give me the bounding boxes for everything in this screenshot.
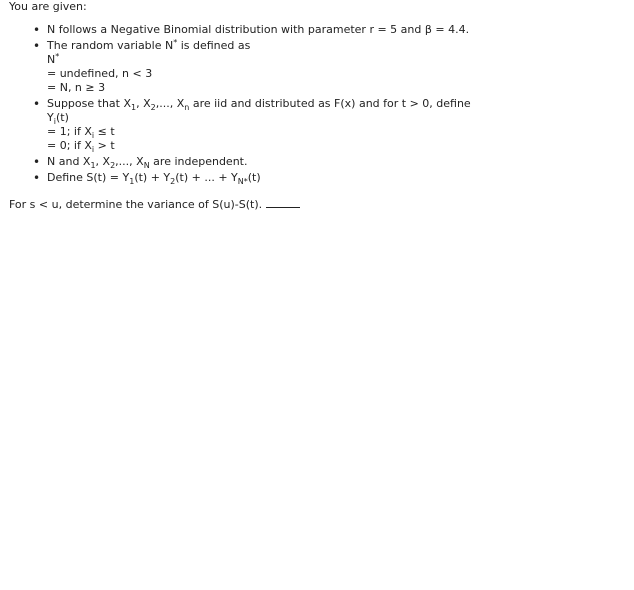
nstar-intro-tail: is defined as: [177, 39, 251, 52]
indep-text-tail: are independent.: [149, 155, 248, 168]
nstar-intro-line: [47, 39, 609, 53]
y-case1-pre: = 1; if X: [47, 125, 92, 138]
suppose-text-tail: are iid and distributed as F(x) and for t > 0, define: [189, 97, 471, 110]
nstar-intro-superscript: *: [173, 38, 178, 47]
problem-document: [9, 0, 609, 212]
y-case2-sub: i: [91, 145, 95, 154]
s-def-mid1: (t) + Y: [134, 171, 171, 184]
independence-line: [47, 155, 609, 169]
nstar-case-defined: = N, n ≥ 3: [47, 81, 106, 94]
s-def-tail: (t): [247, 171, 261, 184]
indep-sub-n: N: [143, 161, 150, 170]
s-def-sub-2: 2: [170, 177, 176, 186]
suppose-sub-1: 1: [131, 103, 137, 112]
indep-text-mid2: ,..., X: [115, 155, 144, 168]
y-def-symbol: Y: [47, 111, 54, 124]
list-item-suppose: [33, 97, 609, 153]
y-case-one-line: [47, 125, 609, 139]
y-case2-tail: > t: [94, 139, 115, 152]
s-def-mid2: (t) + ... + Y: [175, 171, 238, 184]
nstar-symbol-superscript: *: [55, 52, 60, 61]
indep-text-pre: N and X: [47, 155, 91, 168]
question-text: For s < u, determine the variance of S(u)-S(t).: [9, 198, 263, 211]
s-definition-line: [47, 171, 609, 185]
intro-text: You are given:: [9, 0, 87, 13]
given-list: [33, 23, 609, 185]
suppose-line: [47, 97, 609, 111]
y-definition-line: [47, 111, 609, 125]
nstar-symbol-line: [47, 53, 609, 67]
indep-sub-1: 1: [90, 161, 96, 170]
y-def-sub: i: [53, 117, 56, 126]
suppose-sub-n: n: [184, 103, 190, 112]
suppose-text-pre: Suppose that X: [47, 97, 132, 110]
y-case2-pre: = 0; if X: [47, 139, 92, 152]
y-case1-sub: i: [91, 131, 95, 140]
negative-binomial-text: • N follows a Negative Binomial distribution with parameter r = 5 and β = 4.4.: [47, 23, 470, 36]
y-case-zero-line: [47, 139, 609, 153]
s-def-pre: Define S(t) = Y: [47, 171, 130, 184]
suppose-sub-2: 2: [150, 103, 156, 112]
s-def-sub-nstar: N*: [237, 177, 248, 186]
indep-text-mid1: , X: [95, 155, 111, 168]
nstar-intro-text: The random variable N: [47, 39, 174, 52]
y-case1-tail: ≤ t: [94, 125, 115, 138]
suppose-text-mid2: ,..., X: [155, 97, 185, 110]
s-def-sub-1: 1: [129, 177, 135, 186]
list-item-nstar-definition: [33, 39, 609, 95]
nstar-case-undefined: = undefined, n < 3: [47, 67, 153, 80]
list-item-s-definition: [33, 171, 609, 185]
indep-sub-2: 2: [110, 161, 116, 170]
y-def-tail: (t): [55, 111, 69, 124]
list-item-independence: [33, 155, 609, 169]
suppose-text-mid1: , X: [136, 97, 151, 110]
question-line: [9, 198, 609, 212]
nstar-symbol: N: [47, 53, 56, 66]
list-item-negative-binomial: [33, 23, 609, 37]
answer-blank[interactable]: [266, 198, 300, 208]
